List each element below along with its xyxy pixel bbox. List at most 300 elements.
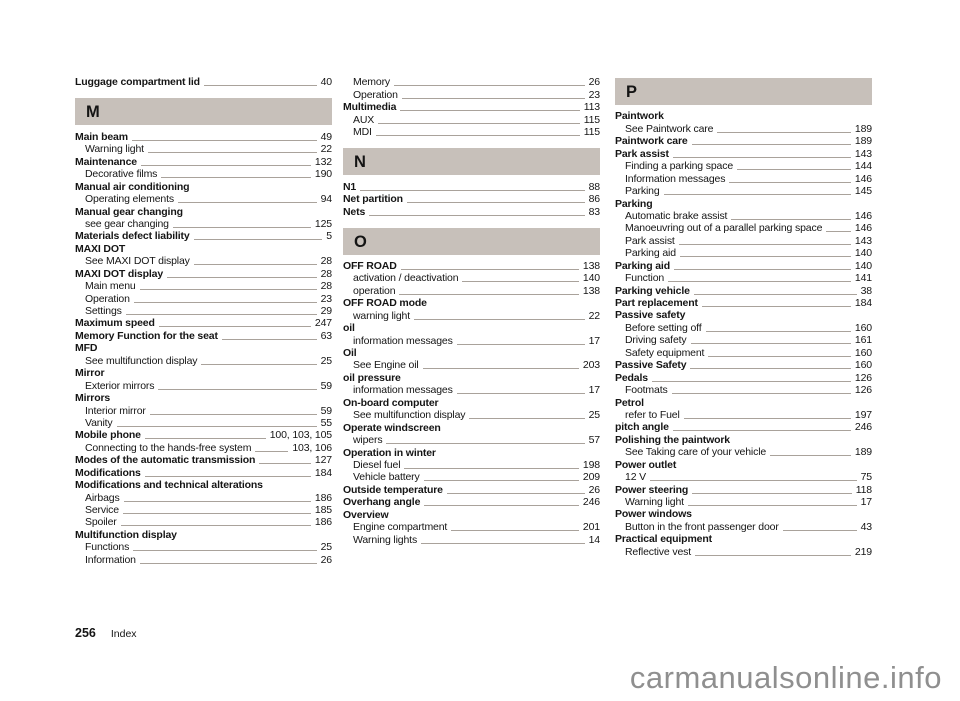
entry-label: Nets (343, 205, 366, 218)
entry-page-number: 25 (588, 409, 600, 422)
index-entry (615, 297, 872, 309)
entry-page-number: 5 (326, 230, 332, 243)
entry-label: Park assist (625, 234, 675, 247)
leader-line (783, 530, 857, 531)
entry-page-number: 138 (582, 259, 600, 272)
leader-line (457, 344, 585, 345)
index-entry (343, 359, 600, 371)
entry-page-number: 246 (582, 496, 600, 509)
leader-line (132, 140, 317, 141)
entry-page-number: 17 (860, 496, 872, 508)
entry-page-number: 40 (320, 76, 332, 89)
index-entry (75, 491, 332, 503)
entry-label: Paintwork care (615, 135, 688, 148)
index-entry (75, 168, 332, 180)
entry-label: Oil (343, 347, 357, 359)
section-header: O (343, 228, 600, 255)
index-entry (615, 458, 872, 470)
entry-label: Parking (625, 185, 660, 198)
entry-page-number: 190 (314, 168, 332, 181)
entry-label: Connecting to the hands-free system (85, 441, 252, 454)
entry-page-number: 38 (860, 284, 872, 297)
entry-label: Functions (85, 541, 130, 554)
index-entry (343, 76, 600, 88)
index-entry (615, 446, 872, 458)
entry-page-number: 103, 106 (292, 441, 332, 454)
entry-label: Outside temperature (343, 483, 443, 496)
entry-page-number: 125 (314, 217, 332, 230)
entry-label: Memory Function for the seat (75, 329, 218, 342)
index-entry (615, 259, 872, 271)
entry-page-number: 55 (320, 416, 332, 429)
entry-page-number: 23 (320, 292, 332, 305)
index-entry (75, 516, 332, 528)
index-entry (75, 305, 332, 317)
leader-line (462, 281, 579, 282)
index-entry (343, 322, 600, 334)
leader-line (673, 157, 851, 158)
entry-page-number: 118 (855, 483, 872, 496)
index-entry (615, 210, 872, 222)
index-entry (75, 230, 332, 242)
leader-line (695, 555, 851, 556)
entry-label: Petrol (615, 396, 644, 409)
index-entry (615, 272, 872, 284)
leader-line (691, 343, 851, 344)
entry-label: Overhang angle (343, 496, 421, 509)
index-entry (343, 347, 600, 359)
entry-label: See Taking care of your vehicle (625, 446, 767, 459)
entry-label: Parking aid (615, 259, 670, 272)
leader-line (423, 368, 579, 369)
index-entry (615, 396, 872, 408)
entry-page-number: 17 (588, 334, 600, 347)
entry-page-number: 160 (854, 359, 872, 372)
entry-label: Engine compartment (353, 521, 448, 534)
index-entry (343, 260, 600, 272)
leader-line (145, 476, 311, 477)
entry-label: Memory (353, 76, 391, 89)
index-entry (615, 284, 872, 296)
page-footer (75, 626, 137, 640)
entry-label: Parking aid (625, 247, 676, 260)
entry-page-number: 75 (860, 471, 872, 484)
entry-page-number: 28 (320, 255, 332, 268)
entry-label: Maintenance (75, 155, 137, 168)
entry-label: Safety equipment (625, 346, 705, 359)
leader-line (158, 389, 316, 390)
entry-page-number: 203 (582, 359, 600, 372)
index-entry (615, 433, 872, 445)
entry-label: Passive Safety (615, 359, 687, 372)
entry-label: Function (625, 272, 665, 285)
entry-label: Paintwork (615, 110, 664, 123)
leader-line (123, 513, 311, 514)
index-entry (343, 496, 600, 508)
index-entry (75, 242, 332, 254)
entry-label: Mirrors (75, 392, 111, 405)
index-entry (343, 459, 600, 471)
entry-page-number: 144 (854, 160, 872, 173)
entry-label: Maximum speed (75, 317, 155, 330)
index-entry (75, 392, 332, 404)
leader-line (668, 281, 851, 282)
entry-label: Button in the front passenger door (625, 520, 779, 533)
entry-label: OFF ROAD (343, 259, 397, 272)
entry-label: Manual gear changing (75, 205, 183, 218)
leader-line (737, 169, 851, 170)
entry-label: Multimedia (343, 101, 397, 114)
entry-label: Parking (615, 197, 653, 210)
entry-label: Power steering (615, 483, 689, 496)
entry-label: Warning light (85, 143, 144, 156)
leader-line (222, 339, 317, 340)
entry-label: Pedals (615, 371, 648, 384)
leader-line (376, 135, 580, 136)
leader-line (141, 165, 311, 166)
entry-page-number: 115 (583, 126, 600, 139)
entry-label: Automatic brake assist (625, 209, 728, 222)
leader-line (121, 525, 311, 526)
entry-label: Park assist (615, 147, 669, 160)
entry-page-number: 184 (854, 297, 872, 309)
leader-line (424, 505, 579, 506)
entry-page-number: 115 (583, 113, 600, 126)
leader-line (394, 85, 585, 86)
index-entry (343, 434, 600, 446)
entry-label: Operation in winter (343, 446, 436, 459)
index-entry (75, 404, 332, 416)
leader-line (672, 393, 851, 394)
index-entry (343, 421, 600, 433)
entry-label: Exterior mirrors (85, 379, 155, 392)
leader-line (378, 123, 580, 124)
index-entry (615, 247, 872, 259)
entry-page-number: 28 (320, 280, 332, 293)
leader-line (679, 244, 851, 245)
entry-label: oil pressure (343, 371, 401, 384)
entry-page-number: 138 (582, 284, 600, 297)
entry-label: Materials defect liability (75, 230, 190, 243)
entry-page-number: 161 (854, 334, 872, 347)
index-entry (75, 329, 332, 341)
section-header: M (75, 98, 332, 125)
entry-page-number: 146 (854, 209, 872, 222)
entry-page-number: 185 (314, 504, 332, 516)
entry-page-number: 219 (854, 545, 872, 558)
index-entry (615, 421, 872, 433)
entry-label: Decorative films (85, 168, 158, 181)
index-entry (75, 379, 332, 391)
leader-line (204, 85, 317, 86)
leader-line (684, 418, 851, 419)
entry-page-number: 43 (860, 520, 872, 533)
index-entry (343, 396, 600, 408)
leader-line (414, 319, 585, 320)
index-entry (615, 371, 872, 383)
entry-label: information messages (353, 384, 453, 397)
entry-label: Mobile phone (75, 429, 141, 442)
leader-line (424, 480, 579, 481)
index-column-1 (75, 76, 332, 566)
entry-page-number: 113 (583, 101, 600, 114)
entry-label: See multifunction display (353, 409, 466, 422)
index-column-3 (615, 76, 872, 558)
index-column-2 (343, 76, 600, 546)
leader-line (140, 289, 317, 290)
entry-label: Service (85, 504, 119, 516)
leader-line (145, 438, 266, 439)
leader-line (402, 98, 585, 99)
entry-page-number: 186 (314, 491, 332, 504)
leader-line (673, 430, 851, 431)
entry-label: 12 V (625, 471, 646, 484)
index-entry (75, 76, 332, 88)
entry-page-number: 26 (588, 483, 600, 496)
index-entry (75, 441, 332, 453)
index-entry (615, 222, 872, 234)
leader-line (140, 563, 317, 564)
entry-page-number: 63 (320, 329, 332, 342)
index-entry (343, 533, 600, 545)
index-entry (75, 180, 332, 192)
entry-label: See MAXI DOT display (85, 255, 190, 268)
entry-label: Settings (85, 305, 122, 317)
index-entry (343, 297, 600, 309)
entry-label: Power outlet (615, 458, 677, 471)
index-entry (75, 218, 332, 230)
entry-label: Footmats (625, 384, 668, 397)
leader-line (457, 393, 585, 394)
entry-label: Information (85, 553, 136, 566)
leader-line (133, 550, 316, 551)
leader-line (692, 493, 852, 494)
leader-line (117, 426, 317, 427)
entry-label: Operating elements (85, 193, 174, 206)
entry-page-number: 132 (314, 155, 332, 168)
index-entry (343, 126, 600, 138)
index-entry (75, 155, 332, 167)
entry-page-number: 29 (320, 305, 332, 317)
leader-line (708, 356, 851, 357)
entry-page-number: 198 (582, 458, 600, 471)
entry-page-number: 59 (320, 404, 332, 417)
index-entry (75, 280, 332, 292)
entry-label: MDI (353, 126, 372, 139)
entry-label: Airbags (85, 491, 120, 504)
index-entry (343, 409, 600, 421)
leader-line (134, 302, 317, 303)
leader-line (399, 294, 578, 295)
index-entry (615, 508, 872, 520)
leader-line (126, 314, 317, 315)
entry-page-number: 28 (320, 267, 332, 280)
section-header: P (615, 78, 872, 105)
entry-page-number: 126 (854, 371, 872, 384)
index-entry (343, 205, 600, 217)
entry-label: Modes of the automatic transmission (75, 454, 256, 467)
index-entry (343, 180, 600, 192)
index-entry (343, 113, 600, 125)
entry-label: Main beam (75, 130, 128, 143)
index-entry (343, 471, 600, 483)
entry-label: wipers (353, 434, 383, 447)
index-entry (615, 533, 872, 545)
entry-label: Information messages (625, 172, 726, 185)
index-entry (75, 143, 332, 155)
entry-label: See multifunction display (85, 354, 198, 367)
entry-page-number: 59 (320, 379, 332, 392)
entry-label: Mirror (75, 367, 105, 380)
index-entry (615, 409, 872, 421)
leader-line (159, 326, 311, 327)
entry-label: Manual air conditioning (75, 180, 190, 193)
index-entry (75, 528, 332, 540)
index-entry (75, 193, 332, 205)
index-entry (343, 309, 600, 321)
entry-page-number: 186 (314, 516, 332, 529)
leader-line (386, 443, 584, 444)
index-entry (343, 508, 600, 520)
index-entry (615, 185, 872, 197)
index-entry (615, 309, 872, 321)
leader-line (178, 202, 317, 203)
entry-label: MAXI DOT (75, 242, 126, 255)
leader-line (692, 144, 851, 145)
index-entry (75, 130, 332, 142)
entry-page-number: 189 (854, 446, 872, 459)
index-entry (75, 292, 332, 304)
entry-label: Interior mirror (85, 404, 146, 417)
entry-page-number: 247 (314, 317, 332, 330)
index-entry (615, 172, 872, 184)
index-entry (615, 483, 872, 495)
leader-line (401, 269, 579, 270)
index-entry (75, 454, 332, 466)
entry-label: Vehicle battery (353, 471, 420, 484)
index-entry (343, 446, 600, 458)
entry-page-number: 22 (320, 143, 332, 156)
leader-line (150, 414, 317, 415)
index-entry (615, 147, 872, 159)
entry-label: refer to Fuel (625, 408, 680, 421)
index-entry (343, 101, 600, 113)
leader-line (167, 277, 317, 278)
entry-label: Operate windscreen (343, 421, 441, 434)
index-entry (615, 545, 872, 557)
entry-page-number: 14 (588, 533, 600, 546)
entry-label: Luggage compartment lid (75, 76, 200, 89)
index-entry (343, 371, 600, 383)
entry-page-number: 17 (588, 384, 600, 397)
entry-page-number: 184 (314, 466, 332, 479)
leader-line (148, 152, 317, 153)
entry-page-number: 209 (582, 471, 600, 484)
leader-line (690, 368, 850, 369)
entry-page-number: 25 (320, 541, 332, 554)
entry-page-number: 145 (854, 185, 872, 198)
entry-page-number: 94 (320, 193, 332, 206)
entry-page-number: 140 (582, 272, 600, 285)
index-entry (75, 479, 332, 491)
leader-line (407, 202, 585, 203)
leader-line (680, 256, 851, 257)
index-entry (343, 193, 600, 205)
entry-page-number: 100, 103, 105 (269, 429, 332, 442)
leader-line (650, 480, 857, 481)
entry-label: Vanity (85, 416, 113, 429)
leader-line (404, 468, 579, 469)
entry-page-number: 26 (320, 553, 332, 566)
entry-label: Practical equipment (615, 533, 712, 546)
leader-line (194, 264, 317, 265)
entry-label: Modifications and technical alterations (75, 479, 263, 492)
entry-page-number: 126 (854, 384, 872, 397)
entry-label: Diesel fuel (353, 458, 401, 471)
footer-section-label: Index (110, 628, 137, 640)
entry-page-number: 86 (588, 193, 600, 206)
index-entry (343, 384, 600, 396)
entry-page-number: 26 (588, 76, 600, 89)
entry-label: See Engine oil (353, 359, 419, 372)
entry-label: Modifications (75, 466, 141, 479)
entry-label: OFF ROAD mode (343, 297, 427, 310)
leader-line (469, 418, 584, 419)
index-entry (343, 284, 600, 296)
index-entry (75, 255, 332, 267)
entry-label: MFD (75, 342, 98, 355)
entry-label: N1 (343, 180, 357, 193)
leader-line (194, 239, 323, 240)
entry-label: See Paintwork care (625, 122, 714, 135)
entry-label: Polishing the paintwork (615, 433, 730, 446)
entry-label: Passive safety (615, 309, 686, 322)
index-entry (615, 160, 872, 172)
leader-line (400, 110, 579, 111)
entry-label: Before setting off (625, 321, 702, 334)
entry-label: Net partition (343, 193, 403, 206)
index-entry (75, 553, 332, 565)
index-entry (615, 334, 872, 346)
entry-page-number: 23 (588, 88, 600, 101)
watermark-text: carmanualsonline.info (629, 660, 942, 695)
entry-page-number: 160 (854, 321, 872, 334)
entry-label: Parking vehicle (615, 284, 690, 297)
leader-line (173, 227, 311, 228)
entry-page-number: 141 (854, 272, 872, 285)
leader-line (731, 219, 851, 220)
index-entry (615, 496, 872, 508)
entry-page-number: 22 (588, 309, 600, 322)
index-entry (615, 384, 872, 396)
index-entry (615, 520, 872, 532)
leader-line (255, 451, 288, 452)
index-entry (615, 346, 872, 358)
entry-page-number: 143 (854, 147, 872, 160)
index-entry (343, 521, 600, 533)
entry-page-number: 83 (588, 205, 600, 218)
index-entry (615, 234, 872, 246)
leader-line (201, 364, 316, 365)
entry-label: operation (353, 284, 396, 297)
leader-line (717, 132, 851, 133)
entry-label: Multifunction display (75, 528, 177, 541)
index-entry (75, 429, 332, 441)
index-entry (615, 471, 872, 483)
index-entry (75, 317, 332, 329)
leader-line (259, 463, 311, 464)
index-entry (343, 334, 600, 346)
